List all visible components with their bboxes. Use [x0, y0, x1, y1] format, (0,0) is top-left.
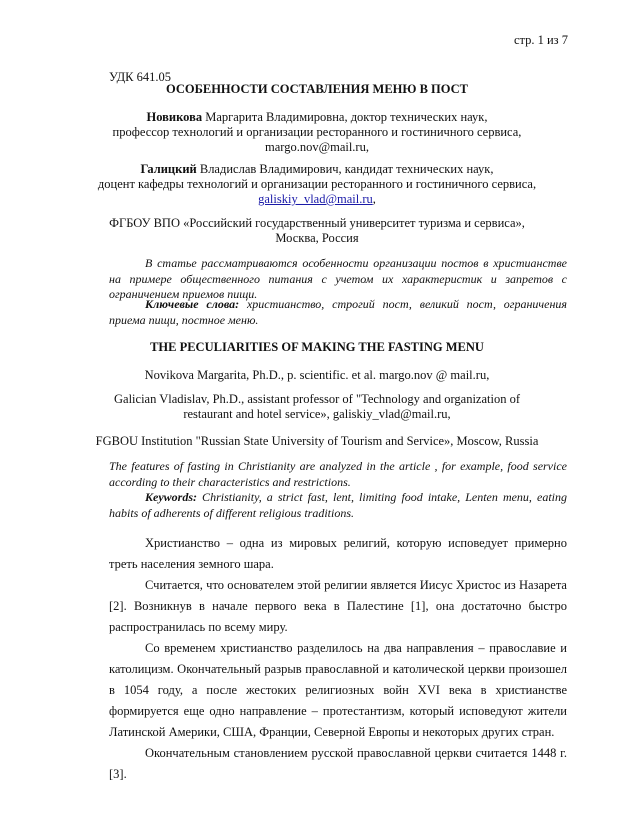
- email-suffix: ,: [372, 192, 376, 206]
- keywords-text: христианство, строгий пост, великий пост, ограничения приема пищи, постное меню.: [109, 297, 568, 327]
- keywords-en: [109, 490, 567, 521]
- keywords-label: Ключевые слова:: [145, 297, 240, 311]
- author-block-2: [90, 162, 544, 207]
- author-en-1: Novikova Margarita, Ph.D., p. scientific. et al. margo.nov @ mail.ru,: [144, 368, 490, 382]
- body-paragraph: Христианство – одна из мировых религий, которую исповедует примерно треть населения земного шара.: [109, 536, 567, 571]
- author-details: Владислав Владимирович, кандидат технических наук,: [196, 162, 494, 176]
- udk-code: УДК 641.05: [109, 70, 171, 84]
- paper-title-en: THE PECULIARITIES OF MAKING THE FASTING MENU: [150, 340, 484, 354]
- body-paragraph: Окончательным становлением русской православной церкви считается 1448 г. [3].: [109, 746, 567, 781]
- paper-title-ru: ОСОБЕННОСТИ СОСТАВЛЕНИЯ МЕНЮ В ПОСТ: [165, 82, 469, 96]
- abstract-en: [109, 459, 567, 490]
- author-surname: Галицкий: [140, 162, 197, 176]
- page-number: стр. 1 из 7: [513, 33, 568, 47]
- author-block-1: [90, 110, 544, 155]
- abstract-en-text: The features of fasting in Christianity are analyzed in the article , for example, food service according to their characteristics and restrictions.: [109, 459, 567, 489]
- author-en-2: Galician Vladislav, Ph.D., assistant professor of "Technology and organization of restaurant and hotel service», galiskiy_vlad@mail.ru,: [114, 392, 520, 421]
- keywords-ru: [109, 297, 567, 328]
- organization-en: FGBOU Institution "Russian State University of Tourism and Service», Moscow, Russia: [95, 434, 539, 448]
- organization-line: ФГБОУ ВПО «Российский государственный университет туризма и сервиса»,: [109, 216, 525, 230]
- abstract-ru-text: В статье рассматриваются особенности организации постов в христианстве на примере общественного питания с учетом их характеристик и запретов с ограничением приемов пищи.: [109, 256, 567, 301]
- body-text: [109, 533, 567, 785]
- author-position: доцент кафедры технологий и организации ресторанного и гостиничного сервиса,: [97, 177, 537, 191]
- organization-city: Москва, Россия: [275, 231, 359, 245]
- body-paragraph: Со временем христианство разделилось на два направления – православие и католицизм. Окончательный разрыв православной и католической церкви произошел в 1054 году, а после жестоких религиозных войн XVI века в христианстве формируется еще одно направление – протестантизм, который исповедуют жители Латинской Америки, США, Франции, Северной Европы и некоторых других стран.: [109, 641, 567, 739]
- author-position: профессор технологий и организации ресторанного и гостиничного сервиса,: [112, 125, 522, 139]
- keywords-text-en: Christianity, a strict fast, lent, limiting food intake, Lenten menu, eating habits of adherents of different religious traditions.: [109, 490, 567, 520]
- author-surname: Новикова: [146, 110, 203, 124]
- author-details: Маргарита Владимировна, доктор технических наук,: [202, 110, 488, 124]
- abstract-ru: [109, 256, 567, 303]
- author-email: margo.nov@mail.ru,: [265, 140, 369, 154]
- body-paragraph: Считается, что основателем этой религии является Иисус Христос из Назарета [2]. Возникнув в начале первого века в Палестине [1], она достаточно быстро распространилась по всему миру.: [109, 578, 567, 634]
- keywords-label-en: Keywords:: [145, 490, 197, 504]
- author-email-link[interactable]: galiskiy_vlad@mail.ru: [258, 192, 373, 206]
- organization-ru: [90, 216, 544, 246]
